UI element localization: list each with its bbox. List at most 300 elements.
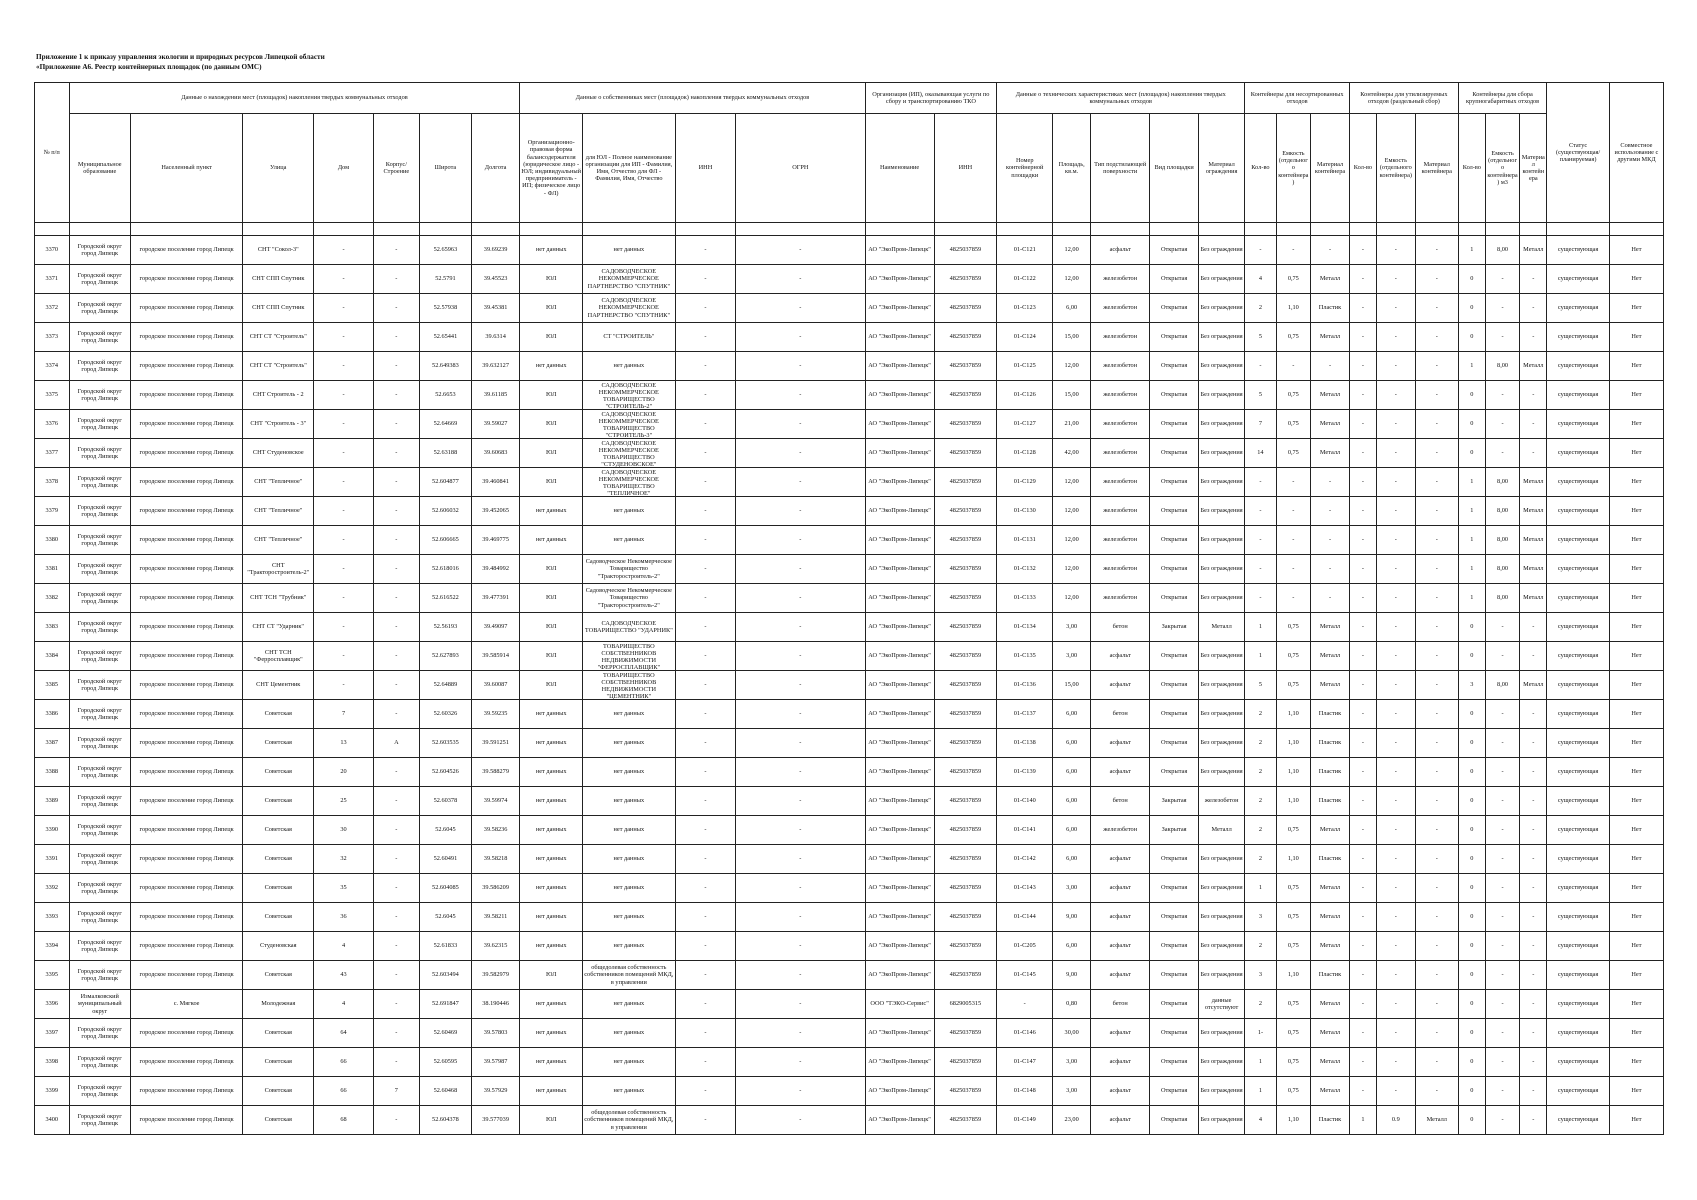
cell-surface: железобетон [1091, 265, 1150, 294]
cell-org-form: ЮЛ [520, 381, 583, 410]
cell-site-number: 01-С133 [997, 584, 1053, 613]
owner-name-text: САДОВОДЧЕСКОЕ НЕКОММЕРЧЕСКОЕ ТОВАРИЩЕСТВО "СТРОИТЕЛЬ-2" [598, 381, 659, 409]
cell-site-number: 01-С130 [997, 497, 1053, 526]
cell-inn: - [675, 1077, 735, 1106]
cell-street: СНТ "Тепличное" [243, 526, 314, 555]
cell-status: существующая [1547, 874, 1610, 903]
cell-owner-name [582, 961, 675, 990]
cell-utilized-material: - [1415, 439, 1458, 468]
cell-bulky-material: - [1520, 758, 1547, 787]
cell-lon: 39.45523 [471, 265, 520, 294]
cell-unsorted-capacity: 1,10 [1276, 961, 1311, 990]
cell-utilized-material: - [1415, 874, 1458, 903]
cell-settlement: городское поселение город Липецк [131, 932, 243, 961]
cell-street: Советская [243, 758, 314, 787]
cell-owner-name [582, 555, 675, 584]
cell-utilized-count: - [1349, 671, 1376, 700]
cell-bulky-material: - [1520, 613, 1547, 642]
cell-num: 3381 [35, 555, 70, 584]
cell-lat: 52.56193 [420, 613, 472, 642]
cell-ogrn: - [736, 671, 865, 700]
cell-settlement: городское поселение город Липецк [131, 265, 243, 294]
cell-unsorted-count: 5 [1245, 323, 1276, 352]
cell-building: - [373, 410, 419, 439]
cell-settlement: городское поселение город Липецк [131, 613, 243, 642]
cell-ogrn: - [736, 729, 865, 758]
cell-utilized-count: - [1349, 816, 1376, 845]
cell-bulky-count: 1 [1458, 236, 1485, 265]
cell-unsorted-material: - [1311, 584, 1350, 613]
cell-unsorted-capacity: 1,10 [1276, 729, 1311, 758]
cell-unsorted-material: Металл [1311, 816, 1350, 845]
cell-num: 3400 [35, 1106, 70, 1135]
cell-ogrn: - [736, 265, 865, 294]
cell-bulky-count: 0 [1458, 1019, 1485, 1048]
col-area: Площадь, кв.м. [1053, 114, 1091, 223]
cell-building: А [373, 729, 419, 758]
cell-site-type: Открытая [1150, 874, 1199, 903]
table-row [35, 642, 1664, 671]
cell-unsorted-count: 2 [1245, 845, 1276, 874]
cell-utilized-capacity: - [1376, 236, 1415, 265]
cell-owner-name: нет данных [582, 816, 675, 845]
cell-fence: Без ограждения [1198, 294, 1244, 323]
cell-lat: 52.603535 [420, 729, 472, 758]
header-line-2: «Приложение А6. Реестр контейнерных площадок (по данным ОМС) [36, 63, 262, 71]
cell-building: - [373, 468, 419, 497]
cell-surface: асфальт [1091, 1077, 1150, 1106]
cell-operator-name: АО "ЭкоПром-Липецк" [865, 468, 934, 497]
cell-status: существующая [1547, 671, 1610, 700]
cell-fence: Без ограждения [1198, 439, 1244, 468]
cell-utilized-material: Металл [1415, 1106, 1458, 1135]
cell-operator-inn: 4825037859 [934, 236, 997, 265]
cell-building: - [373, 990, 419, 1019]
cell-unsorted-material: Металл [1311, 642, 1350, 671]
cell-status: существующая [1547, 468, 1610, 497]
cell-unsorted-capacity: 0,75 [1276, 1077, 1311, 1106]
cell-municipality: Городской округ город Липецк [69, 439, 130, 468]
cell-street: Студеновская [243, 932, 314, 961]
col-inn: ИНН [675, 114, 735, 223]
cell-bulky-material: - [1520, 642, 1547, 671]
table-row [35, 903, 1664, 932]
cell-lat: 52.63188 [420, 439, 472, 468]
cell-status: существующая [1547, 990, 1610, 1019]
cell-unsorted-capacity: 1,10 [1276, 1106, 1311, 1135]
cell-utilized-capacity: - [1376, 526, 1415, 555]
cell-lat: 52.60491 [420, 845, 472, 874]
cell-bulky-material: - [1520, 381, 1547, 410]
cell-site-number: 01-С129 [997, 468, 1053, 497]
cell-shared: Нет [1609, 874, 1663, 903]
cell-municipality: Городской округ город Липецк [69, 816, 130, 845]
cell-utilized-capacity: - [1376, 410, 1415, 439]
cell-ogrn: - [736, 526, 865, 555]
owner-name-text: САДОВОДЧЕСКОЕ НЕКОММЕРЧЕСКОЕ ТОВАРИЩЕСТВО "СТРОИТЕЛЬ-3" [598, 410, 659, 438]
cell-settlement: городское поселение город Липецк [131, 236, 243, 265]
registry-table [34, 82, 1664, 1135]
cell-unsorted-material: Металл [1311, 265, 1350, 294]
cell-surface: асфальт [1091, 1019, 1150, 1048]
cell-site-type: Открытая [1150, 729, 1199, 758]
cell-bulky-count: 0 [1458, 700, 1485, 729]
cell-settlement: городское поселение город Липецк [131, 1048, 243, 1077]
cell-building: - [373, 961, 419, 990]
cell-utilized-count: - [1349, 497, 1376, 526]
cell-ogrn: - [736, 642, 865, 671]
cell-surface: железобетон [1091, 381, 1150, 410]
cell-bulky-material: - [1520, 787, 1547, 816]
cell-building: - [373, 845, 419, 874]
cell-site-number: 01-С121 [997, 236, 1053, 265]
cell-bulky-count: 0 [1458, 787, 1485, 816]
cell-shared: Нет [1609, 613, 1663, 642]
cell-settlement: городское поселение город Липецк [131, 758, 243, 787]
cell-site-type: Открытая [1150, 1077, 1199, 1106]
cell-utilized-capacity: - [1376, 613, 1415, 642]
cell-utilized-capacity: - [1376, 961, 1415, 990]
cell-street: СНТ "Строитель - 3" [243, 410, 314, 439]
cell-org-form: ЮЛ [520, 468, 583, 497]
cell-org-form: нет данных [520, 990, 583, 1019]
cell-site-type: Открытая [1150, 381, 1199, 410]
table-row [35, 497, 1664, 526]
cell-utilized-material: - [1415, 584, 1458, 613]
cell-lon: 39.57987 [471, 1048, 520, 1077]
cell-org-form: нет данных [520, 1077, 583, 1106]
cell-org-form: нет данных [520, 1048, 583, 1077]
cell-lon: 39.484992 [471, 555, 520, 584]
cell-street: Советская [243, 729, 314, 758]
cell-site-type: Закрытая [1150, 613, 1199, 642]
cell-unsorted-count: 7 [1245, 410, 1276, 439]
cell-street: СНТ Строитель - 2 [243, 381, 314, 410]
cell-fence: Без ограждения [1198, 468, 1244, 497]
cell-utilized-material: - [1415, 758, 1458, 787]
cell-num: 3392 [35, 874, 70, 903]
cell-building: - [373, 700, 419, 729]
cell-utilized-material: - [1415, 932, 1458, 961]
cell-bulky-material: - [1520, 1048, 1547, 1077]
cell-org-form: нет данных [520, 758, 583, 787]
owner-name-text: ТОВАРИЩЕСТВО СОБСТВЕННИКОВ НЕДВИЖИМОСТИ "ЦЕМЕНТНИК" [601, 671, 657, 699]
cell-building: - [373, 294, 419, 323]
cell-lon: 39.577039 [471, 1106, 520, 1135]
cell-owner-name: нет данных [582, 845, 675, 874]
cell-area: 3,00 [1053, 642, 1091, 671]
cell-utilized-count: - [1349, 1077, 1376, 1106]
cell-inn: - [675, 787, 735, 816]
cell-utilized-capacity: - [1376, 439, 1415, 468]
group-tech: Данные о технических характеристиках мест (площадок) накопления твердых коммунальных отходов [997, 83, 1245, 114]
cell-municipality: Городской округ город Липецк [69, 584, 130, 613]
cell-bulky-capacity: - [1485, 874, 1520, 903]
cell-bulky-material: - [1520, 439, 1547, 468]
cell-street: Советская [243, 961, 314, 990]
col-settlement: Населенный пункт [131, 114, 243, 223]
col-surface: Тип подстилающей поверхности [1091, 114, 1150, 223]
cell-area: 3,00 [1053, 874, 1091, 903]
cell-bulky-material: Металл [1520, 352, 1547, 381]
cell-num: 3376 [35, 410, 70, 439]
cell-lon: 39.632127 [471, 352, 520, 381]
cell-unsorted-capacity: 0,75 [1276, 381, 1311, 410]
cell-operator-name: АО "ЭкоПром-Липецк" [865, 1106, 934, 1135]
cell-utilized-material: - [1415, 990, 1458, 1019]
cell-lon: 39.61185 [471, 381, 520, 410]
cell-inn: - [675, 555, 735, 584]
cell-unsorted-capacity: - [1276, 497, 1311, 526]
cell-utilized-capacity: - [1376, 381, 1415, 410]
cell-area: 9,00 [1053, 903, 1091, 932]
cell-operator-name: АО "ЭкоПром-Липецк" [865, 381, 934, 410]
cell-bulky-capacity: - [1485, 642, 1520, 671]
cell-unsorted-capacity: - [1276, 236, 1311, 265]
cell-org-form: ЮЛ [520, 584, 583, 613]
cell-bulky-capacity: - [1485, 294, 1520, 323]
cell-utilized-count: - [1349, 439, 1376, 468]
cell-bulky-count: 3 [1458, 671, 1485, 700]
cell-settlement: городское поселение город Липецк [131, 874, 243, 903]
cell-area: 15,00 [1053, 323, 1091, 352]
cell-bulky-count: 1 [1458, 352, 1485, 381]
cell-bulky-material: - [1520, 845, 1547, 874]
cell-lon: 39.58236 [471, 816, 520, 845]
cell-settlement: городское поселение город Липецк [131, 1106, 243, 1135]
cell-fence: Металл [1198, 816, 1244, 845]
table-row [35, 1077, 1664, 1106]
cell-lat: 52.65441 [420, 323, 472, 352]
cell-surface: асфальт [1091, 874, 1150, 903]
cell-owner-name [582, 584, 675, 613]
cell-area: 15,00 [1053, 671, 1091, 700]
cell-unsorted-capacity: - [1276, 526, 1311, 555]
cell-fence: Без ограждения [1198, 352, 1244, 381]
cell-org-form: нет данных [520, 874, 583, 903]
cell-org-form: ЮЛ [520, 961, 583, 990]
cell-unsorted-count: 2 [1245, 787, 1276, 816]
cell-municipality: Городской округ город Липецк [69, 236, 130, 265]
cell-unsorted-material: Металл [1311, 323, 1350, 352]
cell-fence: Без ограждения [1198, 265, 1244, 294]
cell-street: СНТ СТ "Строитель" [243, 352, 314, 381]
cell-municipality: Городской округ город Липецк [69, 352, 130, 381]
cell-inn: - [675, 845, 735, 874]
cell-shared: Нет [1609, 961, 1663, 990]
cell-surface: железобетон [1091, 816, 1150, 845]
cell-lon: 39.582979 [471, 961, 520, 990]
cell-unsorted-capacity: 0,75 [1276, 439, 1311, 468]
cell-ogrn: - [736, 1048, 865, 1077]
cell-utilized-capacity: - [1376, 584, 1415, 613]
cell-bulky-capacity: - [1485, 381, 1520, 410]
cell-bulky-capacity: - [1485, 758, 1520, 787]
cell-bulky-count: 0 [1458, 323, 1485, 352]
cell-shared: Нет [1609, 526, 1663, 555]
cell-area: 12,00 [1053, 526, 1091, 555]
cell-operator-name: АО "ЭкоПром-Липецк" [865, 294, 934, 323]
col-house: Дом [314, 114, 373, 223]
cell-num: 3395 [35, 961, 70, 990]
cell-operator-name: АО "ЭкоПром-Липецк" [865, 700, 934, 729]
col-shared: Совместное использование с другими МКД [1609, 83, 1663, 223]
owner-name-text: Садоводческое Некоммерческое Товарищество "Тракторостроитель-2" [585, 558, 672, 580]
table-row [35, 323, 1664, 352]
cell-operator-inn: 4825037859 [934, 323, 997, 352]
cell-unsorted-count: 2 [1245, 816, 1276, 845]
cell-fence: Без ограждения [1198, 700, 1244, 729]
cell-utilized-material: - [1415, 961, 1458, 990]
cell-building: - [373, 758, 419, 787]
cell-unsorted-material: Металл [1311, 932, 1350, 961]
cell-unsorted-material: - [1311, 526, 1350, 555]
cell-operator-name: АО "ЭкоПром-Липецк" [865, 613, 934, 642]
table-row [35, 845, 1664, 874]
cell-area: 0,80 [1053, 990, 1091, 1019]
cell-shared: Нет [1609, 990, 1663, 1019]
cell-utilized-capacity: 0.9 [1376, 1106, 1415, 1135]
group-owners: Данные о собственниках мест (площадок) накопления твердых коммунальных отходов [520, 83, 865, 114]
cell-utilized-count: - [1349, 555, 1376, 584]
header-group-row [35, 83, 1664, 114]
cell-settlement: городское поселение город Липецк [131, 352, 243, 381]
cell-bulky-capacity: - [1485, 613, 1520, 642]
col-utilized-material: Материал контейнера [1415, 114, 1458, 223]
cell-lon: 39.460841 [471, 468, 520, 497]
cell-unsorted-material: Металл [1311, 381, 1350, 410]
cell-site-number: 01-С147 [997, 1048, 1053, 1077]
cell-inn: - [675, 265, 735, 294]
cell-municipality: Городской округ город Липецк [69, 961, 130, 990]
cell-street: СНТ ТСН "Трубник" [243, 584, 314, 613]
cell-site-number: 01-С128 [997, 439, 1053, 468]
table-row [35, 526, 1664, 555]
cell-lon: 39.60683 [471, 439, 520, 468]
cell-utilized-material: - [1415, 555, 1458, 584]
cell-unsorted-count: - [1245, 526, 1276, 555]
cell-shared: Нет [1609, 497, 1663, 526]
col-owner-name: для ЮЛ - Полное наименование организации для ИП - Фамилия, Имя, Отчество для ФЛ - Фамилия, Имя, Отчество [582, 114, 675, 223]
cell-fence: Без ограждения [1198, 236, 1244, 265]
cell-operator-name: АО "ЭкоПром-Липецк" [865, 845, 934, 874]
cell-num: 3386 [35, 700, 70, 729]
cell-inn: - [675, 961, 735, 990]
cell-site-type: Открытая [1150, 990, 1199, 1019]
cell-fence: Без ограждения [1198, 671, 1244, 700]
cell-utilized-material: - [1415, 410, 1458, 439]
cell-surface: асфальт [1091, 903, 1150, 932]
cell-site-number: - [997, 990, 1053, 1019]
cell-bulky-count: 0 [1458, 1106, 1485, 1135]
cell-utilized-count: - [1349, 584, 1376, 613]
cell-settlement: городское поселение город Липецк [131, 294, 243, 323]
cell-bulky-capacity: - [1485, 439, 1520, 468]
cell-unsorted-material: - [1311, 497, 1350, 526]
cell-site-type: Открытая [1150, 265, 1199, 294]
cell-bulky-material: - [1520, 700, 1547, 729]
cell-street: Советская [243, 903, 314, 932]
cell-municipality: Городской округ город Липецк [69, 497, 130, 526]
cell-utilized-count: - [1349, 613, 1376, 642]
owner-name-text: САДОВОДЧЕСКОЕ НЕКОММЕРЧЕСКОЕ ПАРТНЕРСТВО "СПУТНИК" [587, 268, 671, 290]
cell-utilized-count: - [1349, 932, 1376, 961]
cell-operator-name: АО "ЭкоПром-Липецк" [865, 932, 934, 961]
cell-municipality: Городской округ город Липецк [69, 1019, 130, 1048]
cell-owner-name [582, 265, 675, 294]
table-row [35, 555, 1664, 584]
cell-num: 3375 [35, 381, 70, 410]
cell-operator-name: АО "ЭкоПром-Липецк" [865, 526, 934, 555]
cell-surface: асфальт [1091, 729, 1150, 758]
cell-inn: - [675, 671, 735, 700]
cell-owner-name: нет данных [582, 932, 675, 961]
cell-area: 12,00 [1053, 352, 1091, 381]
cell-site-number: 01-С127 [997, 410, 1053, 439]
cell-ogrn: - [736, 1019, 865, 1048]
cell-utilized-capacity: - [1376, 323, 1415, 352]
cell-bulky-material: - [1520, 1106, 1547, 1135]
cell-owner-name: нет данных [582, 497, 675, 526]
cell-fence: Без ограждения [1198, 1106, 1244, 1135]
cell-building: - [373, 323, 419, 352]
col-operator-name: Наименование [865, 114, 934, 223]
cell-settlement: городское поселение город Липецк [131, 381, 243, 410]
cell-lat: 52.57938 [420, 294, 472, 323]
cell-fence: железобетон [1198, 787, 1244, 816]
cell-site-type: Открытая [1150, 961, 1199, 990]
cell-inn: - [675, 758, 735, 787]
cell-ogrn: - [736, 961, 865, 990]
cell-area: 6,00 [1053, 758, 1091, 787]
header-line-1: Приложение 1 к приказу управления экологии и природных ресурсов Липецкой области [36, 53, 325, 61]
owner-name-text: САДОВОДЧЕСКОЕ НЕКОММЕРЧЕСКОЕ ПАРТНЕРСТВО "СПУТНИК" [587, 297, 671, 319]
cell-site-type: Открытая [1150, 439, 1199, 468]
cell-num: 3390 [35, 816, 70, 845]
cell-bulky-material: - [1520, 1019, 1547, 1048]
cell-shared: Нет [1609, 381, 1663, 410]
cell-utilized-capacity: - [1376, 352, 1415, 381]
cell-house: - [314, 410, 373, 439]
table-row [35, 1019, 1664, 1048]
cell-unsorted-material: Металл [1311, 1077, 1350, 1106]
cell-org-form: нет данных [520, 352, 583, 381]
cell-operator-name: АО "ЭкоПром-Липецк" [865, 1048, 934, 1077]
cell-unsorted-capacity: 0,75 [1276, 642, 1311, 671]
cell-lon: 39.58218 [471, 845, 520, 874]
cell-fence: Без ограждения [1198, 555, 1244, 584]
cell-shared: Нет [1609, 729, 1663, 758]
cell-municipality: Городской округ город Липецк [69, 555, 130, 584]
cell-unsorted-material: Пластик [1311, 787, 1350, 816]
cell-utilized-count: - [1349, 758, 1376, 787]
cell-operator-inn: 4825037859 [934, 1106, 997, 1135]
cell-shared: Нет [1609, 265, 1663, 294]
cell-unsorted-capacity: - [1276, 584, 1311, 613]
cell-settlement: городское поселение город Липецк [131, 671, 243, 700]
cell-num: 3372 [35, 294, 70, 323]
col-utilized-count: Кол-во [1349, 114, 1376, 223]
cell-lat: 52.604085 [420, 874, 472, 903]
cell-utilized-material: - [1415, 294, 1458, 323]
cell-ogrn: - [736, 816, 865, 845]
table-row [35, 1048, 1664, 1077]
cell-num: 3387 [35, 729, 70, 758]
cell-municipality: Городской округ город Липецк [69, 613, 130, 642]
cell-unsorted-material: Металл [1311, 613, 1350, 642]
cell-unsorted-count: 5 [1245, 671, 1276, 700]
cell-utilized-count: 1 [1349, 1106, 1376, 1135]
